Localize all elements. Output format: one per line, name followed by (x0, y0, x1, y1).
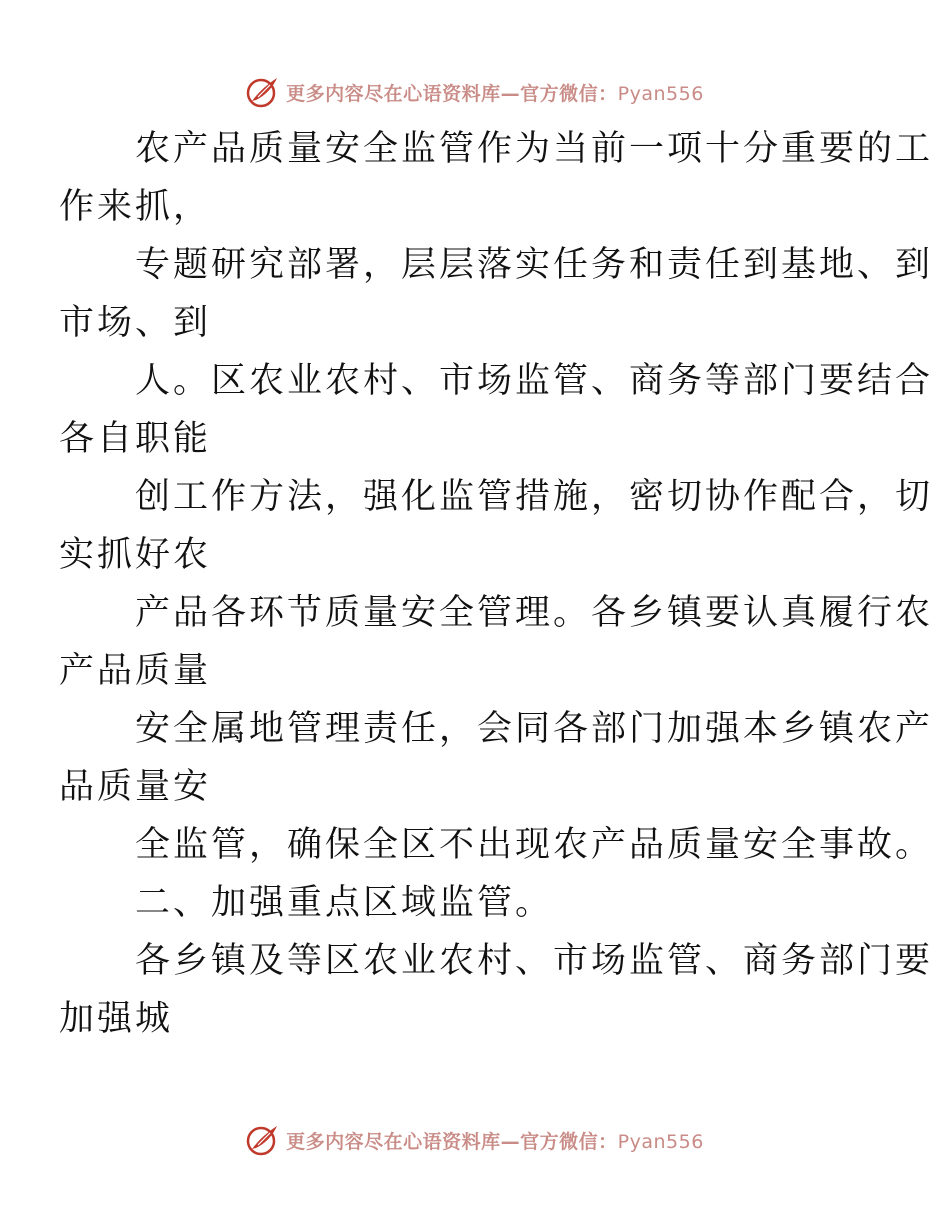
footer-watermark (0, 1120, 950, 1160)
paragraph (59, 352, 934, 468)
watermark-text (286, 79, 704, 106)
paragraph-line: 加强城 (59, 999, 174, 1039)
paragraph-line: 人。区农业农村、市场监管、商务等部门要结合 (135, 361, 934, 401)
paragraph (59, 468, 934, 584)
paragraph (59, 700, 934, 816)
watermark-text-cn: 更多内容尽在心语资料库—官方微信： (286, 82, 618, 105)
paragraph (59, 932, 934, 1048)
paragraph-line: 产品质量 (59, 651, 212, 691)
document-body (59, 120, 934, 1048)
quill-logo-icon (246, 1123, 280, 1157)
paragraph-line: 创工作方法，强化监管措施，密切协作配合，切 (135, 477, 934, 517)
paragraph-line: 全监管，确保全区不出现农产品质量安全事故。 (135, 825, 934, 865)
header-watermark (0, 72, 950, 112)
paragraph-line: 各乡镇及等区农业农村、市场监管、商务部门要 (135, 941, 934, 981)
paragraph-line: 各自职能 (59, 419, 212, 459)
paragraph-line: 二、加强重点区域监管。 (135, 883, 554, 923)
paragraph (59, 236, 934, 352)
paragraph (97, 874, 857, 932)
paragraph-line: 产品各环节质量安全管理。各乡镇要认真履行农 (135, 593, 934, 633)
watermark-wechat-id: Pyan556 (617, 1130, 704, 1153)
paragraph (97, 816, 934, 874)
paragraph-line: 实抓好农 (59, 535, 212, 575)
paragraph-line: 农产品质量安全监管作为当前一项十分重要的工 (135, 129, 934, 169)
watermark-text-cn: 更多内容尽在心语资料库—官方微信： (286, 1130, 618, 1153)
paragraph-line: 品质量安 (59, 767, 212, 807)
paragraph (59, 120, 934, 236)
watermark-text (286, 1127, 704, 1154)
paragraph-line: 市场、到 (59, 303, 212, 343)
quill-logo-icon (246, 75, 280, 109)
paragraph-line: 作来抓， (59, 187, 212, 227)
paragraph-line: 专题研究部署，层层落实任务和责任到基地、到 (135, 245, 934, 285)
paragraph (59, 584, 934, 700)
watermark-wechat-id: Pyan556 (617, 82, 704, 105)
paragraph-line: 安全属地管理责任，会同各部门加强本乡镇农产 (135, 709, 934, 749)
